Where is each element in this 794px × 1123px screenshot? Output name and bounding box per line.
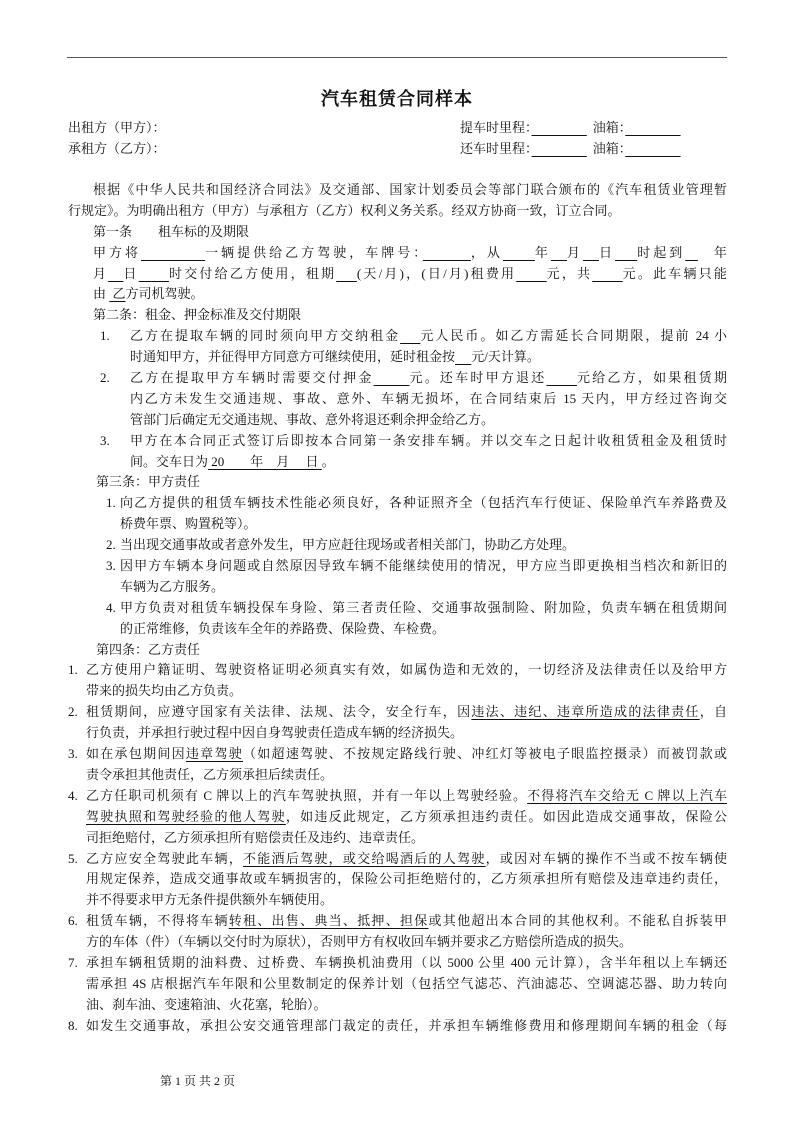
text-line [0,326,794,347]
line-text [68,201,727,222]
pickup-mileage-blank[interactable] [532,120,587,135]
text-segment: 由 [93,286,110,302]
text-line [0,640,794,661]
lessor-label: 出租方（甲方）： [68,120,166,135]
line-text [86,828,727,849]
line-text [86,681,727,702]
line-text [86,869,727,890]
text-segment: 当出现交通事故或者意外发生，甲方应赶往现场或者相关部门，协助乙方处理。 [120,537,576,553]
paragraph [0,243,794,306]
line-text [130,326,727,347]
line-text [86,953,727,974]
text-segment: 第二条：租金、押金标准及交付期限 [93,307,302,323]
clause-item [0,431,794,473]
text-segment: 乙方使用户籍证明、驾驶资格证明必须真实有效，如属伪造和无效的，一切经济及法律责任以及给甲方 [86,662,727,678]
text-segment: 方司机驾驶。 [125,286,204,302]
clause-number: 4. [106,599,116,615]
text-segment: 责令承担其他责任，乙方须承担后续责任。 [86,766,334,782]
return-mileage-blank[interactable] [532,141,587,156]
text-segment: 根据《中华人民共和国经济合同法》及交通部、国家计划委员会等部门联合颁布的《汽车租赁业管理暂 [93,182,727,197]
text-segment: 管部门后确定无交通违规、事故、意外将退还剩余押金给乙方。 [130,411,495,427]
text-line [0,493,794,514]
text-segment: 桥费年票、购置税等）。 [120,516,257,532]
fill-in-blank[interactable] [423,245,471,260]
underlined-text: 不能酒后驾驶，或交给喝酒后的人驾驶 [243,850,486,866]
underlined-text: 违章驾驶 [185,746,243,762]
text-segment: 乙方任职司机须有 C 牌以上的汽车驾驶执照，并有一年以上驾驶经验。 [86,787,528,803]
text-line [0,765,794,786]
clause-item [0,911,794,953]
underlined-text: 驾驶执照和驾驶经验的他人驾驶 [86,808,286,824]
line-text [86,974,727,995]
line-text [86,807,727,828]
text-line [0,702,794,723]
text-segment: 内乙方未发生交通违规、事故、意外、车辆无损坏，在合同结束后 15 天内，甲方经过咨询交 [130,390,727,406]
line-text [86,786,727,807]
text-segment: 租赁车辆，不得将车辆 [86,913,229,929]
line-text [120,514,727,535]
text-segment: 日 [123,265,139,281]
section-heading [0,472,794,493]
pickup-fuel-label: 油箱： [592,120,626,135]
line-text [93,180,727,201]
header-rule [67,57,727,58]
text-line [0,849,794,870]
fill-in-blank[interactable] [547,370,577,385]
text-segment: 乙方在提取甲方车辆时需要交付押金 [130,370,374,386]
clause-item [0,744,794,786]
text-segment: 年 [697,244,727,260]
text-segment: 。 [321,453,335,469]
clause-item [0,368,794,431]
clause-number: 8. [68,1017,78,1033]
text-segment: 第四条：乙方责任 [96,641,201,657]
text-segment: 时起到 [637,244,686,260]
section-heading [0,305,794,326]
fill-in-blank[interactable] [503,245,535,260]
line-text [120,493,727,514]
underlined-text: 20 年 月 日 [208,453,322,469]
underlined-text: 转租、出售、典当、抵押、担保 [228,913,429,929]
clause-item [0,535,794,556]
lessee-label: 承租方（乙方）： [68,141,166,156]
text-segment: 用规定保养，造成交通事故或车辆损害的，保险公司拒绝赔付的，乙方须承担所有赔偿及违章违约责任， [86,871,727,887]
text-line [0,452,794,473]
text-segment: 年 [534,244,551,260]
text-line [0,995,794,1016]
line-text [93,222,727,243]
line-text [130,347,727,368]
text-line [0,660,794,681]
text-line [0,598,794,619]
clause-item [0,702,794,744]
text-segment: 承担车辆租赁期的油料费、过桥费、车辆换机油费用（以 5000 公里 400 元计算），含半年租以上车辆还 [86,954,727,970]
line-text [130,389,727,410]
line-text [86,723,727,744]
line-text [86,744,727,765]
line-text [86,932,727,953]
text-segment: 方的车体（件）（车辆以交付时为原状），否则甲方有权收回车辆并要求乙方赔偿所造成的损失。 [86,934,633,950]
line-text [120,535,727,556]
pickup-mileage-row [460,118,681,138]
text-segment: 元。此车辆只能 [622,265,727,281]
line-text [120,619,727,640]
pickup-fuel-blank[interactable] [625,120,680,135]
fill-in-blank[interactable] [455,349,471,364]
line-text [86,1016,727,1037]
text-segment: 并不得要求甲方无条件提供额外车辆使用。 [86,892,334,908]
line-text [86,911,727,932]
return-fuel-label: 油箱： [592,141,626,156]
text-line [0,681,794,702]
text-segment: 甲方将 [93,244,142,260]
text-line [0,305,794,326]
text-segment: ，或因对车辆的操作不当或不按车辆使 [485,850,727,866]
text-segment: 一辆提供给乙方驾驶，车牌号： [205,244,423,260]
text-line [0,619,794,640]
underlined-text: 不得将汽车交给无 C 牌以上汽车 [527,787,728,803]
line-text [86,995,727,1016]
underlined-text: 违法、违纪、违章所造成的法律责任 [471,704,700,720]
fill-in-blank[interactable] [685,245,698,260]
pickup-mileage-label: 提车时里程： [460,120,532,135]
text-line [0,723,794,744]
line-text [130,452,727,473]
fill-in-blank[interactable] [516,266,546,281]
clause-number: 4. [68,787,78,803]
text-segment: 月 [566,244,583,260]
return-mileage-row [460,139,681,159]
text-line [0,828,794,849]
line-text [120,598,727,619]
text-line [0,932,794,953]
text-line [0,410,794,431]
clause-number: 1. [106,495,116,511]
page-number: 第 1 页 共 2 页 [160,1074,236,1088]
section-heading [0,640,794,661]
line-text [130,368,727,389]
line-text [120,556,727,577]
text-segment: 向乙方提供的租赁车辆技术性能必须良好，各种证照齐全（包括汽车行使证、保险单汽车养路费及 [120,495,727,511]
text-segment: 第三条：甲方责任 [96,474,201,490]
line-text [96,472,727,493]
line-text [86,702,727,723]
fill-in-blank[interactable] [141,245,205,260]
clause-item [0,786,794,849]
clause-number: 6. [68,913,78,929]
fill-in-blank[interactable] [336,266,357,281]
text-line [0,744,794,765]
clause-number: 2. [100,370,110,386]
clause-number: 5. [68,850,78,866]
text-line [0,556,794,577]
text-segment: 元。还车时甲方退还 [409,370,547,386]
text-line [0,577,794,598]
text-line [0,180,794,201]
clause-number: 2. [68,704,78,720]
text-segment: 带来的损失均由乙方负责。 [86,683,243,699]
fill-in-blank[interactable] [400,328,420,343]
line-text [93,305,727,326]
text-line [0,869,794,890]
clause-number: 3. [106,558,116,574]
text-line [0,284,794,305]
text-segment: 月 [93,265,109,281]
text-segment: 的正常维修，负责该车全年的养路费、保险费、车检费。 [120,620,446,636]
text-segment: 元人民币。如乙方需延长合同期限，提前 24 小 [420,328,727,344]
line-text [86,660,727,681]
line-text [86,890,727,911]
text-segment: 油、刹车油、变速箱油、火花塞，轮胎）。 [86,996,327,1012]
line-text [86,765,727,786]
text-segment: 乙方应安全驾驶此车辆， [86,850,243,866]
line-text [130,431,727,452]
text-segment: （如超速驾驶、不按规定路线行驶、冲红灯等被电子眼监控摄录）而被罚款或 [243,746,727,762]
text-line [0,911,794,932]
line-text [130,410,727,431]
clause-number: 3. [68,746,78,762]
text-segment: 如在承包期间因 [86,746,186,762]
section-heading [0,222,794,243]
text-line [0,243,794,264]
fill-in-blank[interactable] [108,266,123,281]
text-segment: 元/天计算。 [471,349,540,365]
text-segment: 租赁期间，应遵守国家有关法律、法规、法令，安全行车，因 [86,704,472,720]
text-segment: ，如违反此规定，乙方须承担违约责任。如因此造成交通事故，保险公 [285,808,727,824]
fill-in-blank[interactable] [583,245,599,260]
text-segment: 间。交车日为 [130,453,209,469]
text-line [0,1016,794,1037]
text-segment: 车辆为乙方服务。 [120,578,225,594]
clause-item [0,598,794,640]
clause-item [0,1016,794,1037]
fill-in-blank[interactable] [374,370,410,385]
text-segment: 时通知甲方，并征得甲方同意方可继续使用，延时租金按 [130,349,456,365]
fill-in-blank[interactable] [551,245,567,260]
clause-item [0,326,794,368]
text-segment: 因甲方车辆本身问题或自然原因导致车辆不能继续使用的情况，甲方应当即更换相当档次和新旧的 [120,558,727,574]
underlined-text: 乙 [109,286,126,302]
text-line [0,786,794,807]
clause-item [0,953,794,1016]
text-segment: 元，共 [546,265,593,281]
text-line [0,347,794,368]
text-line [0,953,794,974]
clause-number: 2. [106,537,116,553]
paragraph [0,180,794,222]
text-line [0,535,794,556]
return-mileage-label: 还车时里程： [460,141,532,156]
text-segment: ，自 [699,704,727,720]
text-segment: 时交付给乙方使用，租期 [169,265,337,281]
text-segment: ，从 [470,244,503,260]
text-segment: (天/月)，(日/月)租费用 [356,265,517,281]
clause-item [0,849,794,912]
text-line [0,222,794,243]
document-title: 汽车租赁合同样本 [321,89,473,109]
line-text [93,243,727,264]
text-segment: 如发生交通事故，承担公安交通管理部门裁定的责任，并承担车辆维修费用和修理期间车辆的租金（每 [86,1017,727,1033]
text-line [0,514,794,535]
text-line [0,974,794,995]
text-line [0,807,794,828]
clause-number: 1. [68,662,78,678]
fill-in-blank[interactable] [139,266,169,281]
text-line [0,389,794,410]
text-segment: 需承担 4S 店根据汽车年限和公里数制定的保养计划（包括空气滤芯、汽油滤芯、空调滤芯器、助力转向 [86,975,727,991]
text-segment: 行负责，并承担行驶过程中因自身驾驶责任造成车辆的经济损失。 [86,725,464,741]
text-segment: 日 [598,244,615,260]
line-text [120,577,727,598]
clause-number: 3. [100,432,110,448]
return-fuel-blank[interactable] [625,141,680,156]
text-line [0,368,794,389]
text-segment: 甲方负责对租赁车辆投保车身险、第三者责任险、交通事故强制险、附加险，负责车辆在租赁期间 [120,599,727,615]
text-line [0,201,794,222]
text-segment: 或其他超出本合同的其他权利。不能私自拆装甲 [428,913,727,929]
line-text [86,849,727,870]
text-segment: 元给乙方，如果租赁期 [576,370,727,386]
clause-number: 7. [68,954,78,970]
text-line [0,890,794,911]
clause-item [0,660,794,702]
clause-item [0,493,794,535]
clause-number: 1. [100,328,110,344]
text-segment: 行规定》。为明确出租方（甲方）与承租方（乙方）权利义务关系。经双方协商一致，订立合同。 [68,202,621,218]
clause-item [0,556,794,598]
text-line [0,472,794,493]
text-line [0,264,794,285]
line-text [96,640,727,661]
text-line [0,431,794,452]
text-segment: 甲方在本合同正式签订后即按本合同第一条安排车辆。并以交车之日起计收租赁租金及租赁时 [130,432,727,448]
text-segment: 乙方在提取车辆的同时须向甲方交纳租金 [130,328,401,344]
text-segment: 司拒绝赔付，乙方须承担所有赔偿责任及违约、违章责任。 [86,829,425,845]
contract-body [0,180,794,1037]
line-text [93,264,727,285]
line-text [93,284,727,305]
fill-in-blank[interactable] [615,245,637,260]
text-segment: 第一条 租车标的及期限 [93,223,250,239]
fill-in-blank[interactable] [592,266,622,281]
